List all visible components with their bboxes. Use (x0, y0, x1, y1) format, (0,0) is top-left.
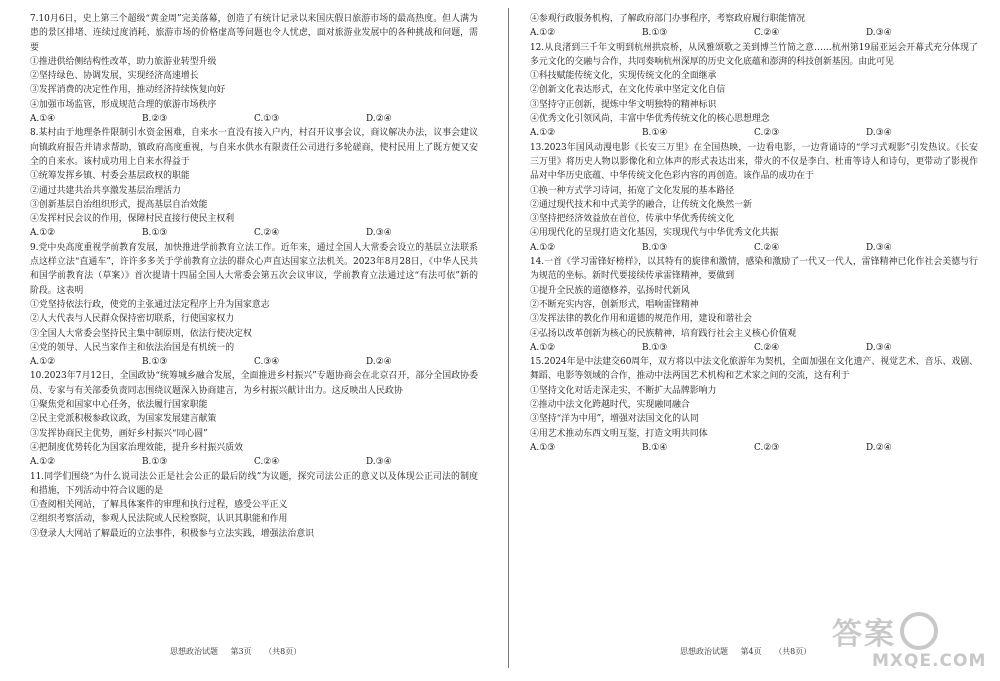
choice-d: D.②④ (366, 357, 392, 368)
question-stem: 8.某村由于地理条件限制引水资金困难，自来水一直没有接入户内，村召开议事会议，商议解决办法，议事会建议向镇政府报告并请求帮助，镇政府高度重视，与自来水供水有限责任公司进行多轮磋商，使村民用上了既方便又安全的自来水。该村成功用上自来水得益于 (30, 128, 478, 167)
watermark-logo-text: 答案 (832, 617, 896, 652)
choice-b: B.①③ (642, 342, 668, 353)
option-line: ②组织考察活动，参观人民法院或人民检察院，认识其职能和作用 (30, 514, 288, 525)
choice-a: A.①② (530, 28, 556, 39)
page-footer-left (170, 646, 311, 657)
question-8 (30, 126, 478, 240)
option-line: ①提升全民族的道德修养，弘扬时代新风 (530, 285, 690, 296)
choice-d: D.③④ (866, 342, 892, 353)
footer-subject: 思想政治试题 (170, 647, 218, 656)
question-stem: 11.同学们围绕“为什么说司法公正是社会公正的最后防线”为议题，探究司法公正的意义以及体现公正司法的制度和措施，下列活动中符合议题的是 (30, 471, 478, 496)
answer-choices (530, 241, 978, 255)
option-line: ④用现代化的呈现打造文化基因，实现现代与中华优秀文化共振 (530, 228, 779, 239)
option-line: ④加强市场监管，形成规范合理的旅游市场秩序 (30, 99, 217, 110)
choice-a: A.①② (30, 457, 56, 468)
option-line: ①查阅相关网站，了解具体案件的审理和执行过程，感受公平正义 (30, 500, 288, 511)
choice-b: B.①④ (642, 442, 668, 453)
answer-choices (530, 341, 978, 355)
option-line: ②推动中法文化跨越时代，实现融同融合 (530, 400, 690, 411)
watermark-ring-icon (900, 612, 938, 650)
watermark-logo (832, 609, 992, 653)
option-line: ①统筹发挥乡镇、村委会基层政权的职能 (30, 171, 190, 182)
option-line: ③坚持“洋为中用”，增强对法国文化的认同 (530, 414, 699, 425)
option-line: ①聚焦党和国家中心任务，依法履行国家职能 (30, 400, 208, 411)
option-line: ②通过共建共治共享激发基层治理活力 (30, 185, 181, 196)
choice-b: B.①③ (642, 28, 668, 39)
answer-choices (30, 355, 478, 369)
choice-c: C.①③ (254, 114, 280, 125)
option-line: ③登录人大网站了解最近的立法事件，积极参与立法实践，增强法治意识 (30, 528, 314, 539)
choice-d: D.③④ (366, 228, 392, 239)
choice-d: D.③④ (866, 242, 892, 253)
choice-d: D.③④ (866, 28, 892, 39)
choice-b: B.①④ (642, 128, 668, 139)
answer-choices (30, 455, 478, 469)
footer-page-number: 第4页 (740, 647, 762, 656)
option-line: ①科技赋能传统文化，实现传统文化的全面继承 (530, 71, 717, 82)
choice-a: A.①② (530, 342, 556, 353)
question-14 (530, 255, 978, 355)
choice-b: B.①③ (142, 357, 168, 368)
footer-page-total: （共8页） (774, 647, 812, 656)
option-line: ③发挥法律的教化作用和道德的规范作用，建设和谐社会 (530, 314, 752, 325)
choice-c: C.②③ (754, 128, 780, 139)
option-line: ④优秀文化引领风尚，丰富中华优秀传统文化的核心思想理念 (530, 114, 770, 125)
choice-a: A.①② (530, 242, 556, 253)
option-line: ②坚持绿色、协调发展，实现经济高速增长 (30, 71, 199, 82)
question-7 (30, 12, 478, 126)
option-line: ④弘扬以改革创新为核心的民族精神，培育践行社会主义核心价值观 (530, 328, 797, 339)
choice-c: C.②④ (754, 28, 780, 39)
choice-a: A.①② (30, 228, 56, 239)
option-line: ③坚持守正创新，提炼中华文明独特的精神标识 (530, 99, 717, 110)
option-line: ④参观行政服务机构，了解政府部门办事程序，考察政府履行职能情况 (530, 14, 806, 24)
choice-a: A.①② (30, 357, 56, 368)
option-line: ④党的领导、人民当家作主和依法治国是有机统一的 (30, 342, 235, 353)
choice-c: C.②④ (754, 342, 780, 353)
choice-d: D.③④ (866, 128, 892, 139)
right-column (530, 12, 978, 455)
left-column (30, 12, 478, 541)
choice-c: C.②④ (254, 457, 280, 468)
question-stem: 12.从良渚到三千年文明到杭州拱宸桥，从风雅颂歌之美到博兰竹简之意……杭州第19届亚运会开幕式充分体现了多元文化的交融与合作，共同奏响杭州深厚的历史文化底蕴和澎湃的科技创新基因。由此可见 (530, 42, 978, 67)
option-line: ③创新基层自治组织形式，提高基层自治效能 (30, 199, 208, 210)
option-line: ②人大代表与人民群众保持密切联系，行使国家权力 (30, 314, 235, 325)
question-9 (30, 241, 478, 370)
question-stem: 9.党中央高度重视学前教育发展，加快推进学前教育立法工作。近年来，通过全国人大常委会设立的基层立法联系点这样立法“直通车”，许许多多关于学前教育立法的群众心声直达国家立法机关。2023年8月28日，《中华人民共和国学前教育法（草案）》首次提请十四届全国人大常委会第五次会议审议，学前教育立法通过这“有法可依”新的阶段。这表明 (30, 242, 478, 296)
question-stem: 14.一首《学习雷锋好榜样》，以其特有的旋律和激情，感染和激励了一代又一代人，雷锋精神已化作社会美德与行为规范的坐标。新时代要接续传承雷锋精神，要做到 (530, 257, 978, 282)
choice-c: C.②④ (754, 242, 780, 253)
choice-d: D.②④ (866, 442, 892, 453)
choice-b: B.①③ (642, 242, 668, 253)
option-line: ①推进供给侧结构性改革，助力旅游业转型升级 (30, 56, 217, 67)
option-line: ③发挥协商民主优势，画好乡村振兴“同心圆” (30, 428, 208, 439)
answer-choices (30, 226, 478, 240)
answer-choices (530, 126, 978, 140)
question-11 (30, 470, 478, 541)
choice-a: A.①② (530, 128, 556, 139)
question-12 (530, 41, 978, 141)
choice-d: D.②④ (366, 114, 392, 125)
choice-c: C.③④ (254, 357, 280, 368)
watermark (832, 609, 992, 671)
option-line: ①党坚持依法行政，使党的主张通过法定程序上升为国家意志 (30, 299, 270, 310)
option-line: ②通过现代技术和中式美学的融合，让传统文化焕然一新 (530, 199, 752, 210)
option-line: ②民主党派积极参政议政，为国家发展建言献策 (30, 414, 217, 425)
question-stem: 15.2024年是中法建交60周年，双方将以中法文化旅游年为契机，全面加强在文化遗产、视觉艺术、音乐、戏剧、舞蹈、电影等领域的合作，推动中法两国艺术机构和艺术家之间的交流，这有利于 (530, 357, 978, 382)
question-15 (530, 355, 978, 455)
option-line: ③发挥消费的决定性作用，推动经济持续恢复向好 (30, 85, 226, 96)
option-line: ①坚持文化对话走深走实，不断扩大品牌影响力 (530, 385, 717, 396)
option-line: ④发挥村民会议的作用，保障村民直接行使民主权利 (30, 214, 235, 225)
footer-subject: 思想政治试题 (680, 647, 728, 656)
option-line: ④把制度优势转化为国家治理效能，提升乡村振兴质效 (30, 442, 243, 453)
option-line: ②不断充实内容，创新形式，唱响雷锋精神 (530, 299, 699, 310)
choice-b: B.①③ (142, 228, 168, 239)
footer-page-total: （共8页） (264, 647, 302, 656)
answer-choices (530, 441, 978, 455)
question-13 (530, 141, 978, 255)
choice-d: D.③④ (366, 457, 392, 468)
option-line: ④用艺术推动东西文明互鉴，打造文明共同体 (530, 428, 708, 439)
choice-b: B.①③ (142, 457, 168, 468)
choice-b: B.②③ (142, 114, 168, 125)
choice-c: C.②④ (254, 228, 280, 239)
choice-a: A.①③ (530, 442, 556, 453)
column-divider (508, 8, 509, 668)
choice-c: C.②③ (754, 442, 780, 453)
answer-choices (30, 112, 478, 126)
question-stem: 7.10月6日，史上第三个超级“黄金周”完美落幕，创造了有统计记录以来国庆假日旅游市场的最高热度。但人满为患的景区排堵、连续过度消耗、旅游市场的价格虚高等问题也令人忧虑，面对旅游业发展中的各种挑战和问题，需要 (30, 14, 478, 53)
watermark-url: MXQE.COM (872, 651, 987, 671)
choice-a: A.①④ (30, 114, 56, 125)
question-11-continued (530, 12, 978, 41)
question-stem: 10.2023年7月12日，全国政协“统筹城乡融合发展，全面推进乡村振兴”专题协商会在北京召开，部分全国政协委员、专家与有关部委负责同志围绕议题深入协商建言，为乡村振兴献计出力。这反映出人民政协 (30, 371, 478, 396)
footer-page-number: 第3页 (230, 647, 252, 656)
page-footer-right (680, 646, 821, 657)
option-line: ③坚持把经济效益放在首位，传承中华优秀传统文化 (530, 214, 735, 225)
question-stem: 13.2023年国风动漫电影《长安三万里》在全国热映，一边看电影，一边背诵诗的“学习式观影”引发热议。《长安三万里》将历史人物以影像化和立体声的形式表达出来，带火的不仅是李白、杜甫等诗人和诗句，更带动了影视作品对中华历史底蕴、中华传统文化色彩内容的再创造。该作品的成功在于 (530, 142, 978, 182)
option-line: ②创新文化表达形式，在文化传承中坚定文化自信 (530, 85, 726, 96)
option-line: ①换一种方式学习诗词，拓宽了文化发展的基本路径 (530, 185, 735, 196)
question-10 (30, 369, 478, 469)
option-line: ③全国人大常委会坚持民主集中制原则，依法行使决定权 (30, 328, 252, 339)
answer-choices (530, 26, 978, 40)
